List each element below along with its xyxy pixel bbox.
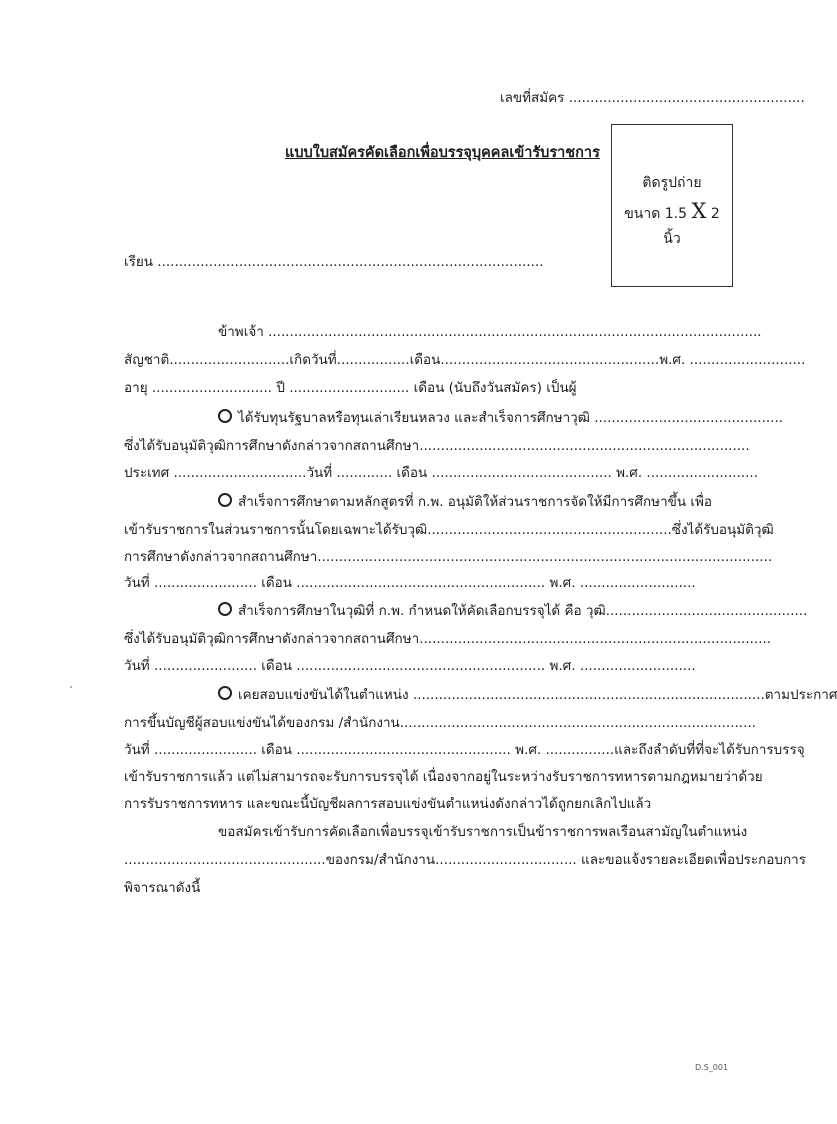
applicant-name-line: ข้าพเจ้า ................................................................................................................... <box>218 324 762 340</box>
option-scholarship-text-a: ได้รับทุนรัฐบาลหรือทุนเล่าเรียนหลวง และสำเร็จการศึกษาวุฒิ ............................................ <box>238 410 784 426</box>
option-special-curriculum-line-d: วันที่ ........................ เดือน .......................................................... พ.ศ. ........................... <box>124 575 696 591</box>
option-qualification-line-b: ซึ่งได้รับอนุมัติวุฒิการศึกษาดังกล่าวจากสถานศึกษา.................................................................................. <box>124 631 772 647</box>
option-passed-exam-line-b: การขึ้นบัญชีผู้สอบแข่งขันได้ของกรม /สำนักงาน................................................................................... <box>124 715 756 731</box>
option-special-curriculum-radio-icon[interactable] <box>218 493 232 507</box>
photo-size-prefix: ขนาด 1.5 <box>624 206 692 222</box>
application-request-line-a: ขอสมัครเข้ารับการคัดเลือกเพื่อบรรจุเข้ารับราชการเป็นข้าราชการพลเรือนสามัญในตำแหน่ง <box>218 824 748 840</box>
option-passed-exam-radio-icon[interactable] <box>218 686 232 700</box>
option-passed-exam-line-c: วันที่ ........................ เดือน .................................................. พ.ศ. ................และถึงลำดับที่ที่จะได้รับการบรรจุ <box>124 742 805 758</box>
photo-label-line3: นิ้ว <box>663 231 681 247</box>
age-line: อายุ ............................ ปี ............................ เดือน (นับถึงวันสมัคร) เป็นผู้ <box>124 380 577 396</box>
document-code: D.S_001 <box>695 1063 729 1072</box>
option-scholarship-radio-icon[interactable] <box>218 409 232 423</box>
option-passed-exam-line-d: เข้ารับราชการแล้ว แต่ไม่สามารถจะรับการบรรจุได้ เนื่องจากอยู่ในระหว่างรับราชการทหารตามกฎหมายว่าด้วย <box>124 769 763 785</box>
nationality-birth-line: สัญชาติ............................เกิดวันที่.................เดือน...................................................พ.ศ. ........................... <box>124 352 806 368</box>
photo-label-line1: ติดรูปถ่าย <box>642 175 702 191</box>
photo-size-suffix: 2 <box>706 206 720 222</box>
option-passed-exam-line-e: การรับราชการทหาร และขณะนี้บัญชีผลการสอบแข่งขันตำแหน่งดังกล่าวได้ถูกยกเลิกไปแล้ว <box>124 796 652 812</box>
option-special-curriculum-text-a: สำเร็จการศึกษาตามหลักสูตรที่ ก.พ. อนุมัติให้ส่วนราชการจัดให้มีการศึกษาขึ้น เพื่อ <box>238 494 713 510</box>
option-qualification-line-c: วันที่ ........................ เดือน .......................................................... พ.ศ. ........................... <box>124 658 696 674</box>
option-passed-exam-text-a: เคยสอบแข่งขันได้ในตำแหน่ง ..................................................................................ตามประกาศ <box>238 687 837 703</box>
option-qualification-text-a: สำเร็จการศึกษาในวุฒิที่ ก.พ. กำหนดให้คัดเลือกบรรจุได้ คือ วุฒิ............................................... <box>238 603 808 619</box>
addressee-line: เรียน .......................................................................................... <box>124 254 544 270</box>
scan-speck <box>70 686 72 688</box>
option-scholarship-line-a <box>218 408 784 428</box>
option-scholarship-line-b: ซึ่งได้รับอนุมัติวุฒิการศึกษาดังกล่าวจากสถานศึกษา............................................................................. <box>124 438 750 454</box>
option-passed-exam-line-a <box>218 685 837 705</box>
photo-label-line2 <box>612 201 732 224</box>
application-request-line-c: พิจารณาดังนี้ <box>124 880 201 896</box>
applicant-number-line: เลขที่สมัคร ....................................................... <box>500 90 805 106</box>
photo-placeholder-box <box>611 124 733 287</box>
option-qualification-line-a <box>218 601 808 621</box>
photo-size-x: X <box>691 199 707 223</box>
option-qualification-radio-icon[interactable] <box>218 602 232 616</box>
application-request-line-b: ...............................................ของกรม/สำนักงาน................................. และขอแจ้งรายละเอียดเพื่อประกอบการ <box>124 852 806 868</box>
option-special-curriculum-line-a <box>218 492 728 512</box>
option-special-curriculum-line-c: การศึกษาดังกล่าวจากสถานศึกษา.......................................................................................................... <box>124 549 773 565</box>
option-special-curriculum-line-b: เข้ารับราชการในส่วนราชการนั้นโดยเฉพาะได้รับวุฒิ.........................................................ซึ่งได้รับอนุมัติวุฒิ <box>124 522 774 538</box>
form-title: แบบใบสมัครคัดเลือกเพื่อบรรจุบุคคลเข้ารับราชการ <box>285 145 600 161</box>
option-scholarship-line-c: ประเทศ ...............................วันที่ ............. เดือน .......................................... พ.ศ. .......................... <box>124 465 758 481</box>
